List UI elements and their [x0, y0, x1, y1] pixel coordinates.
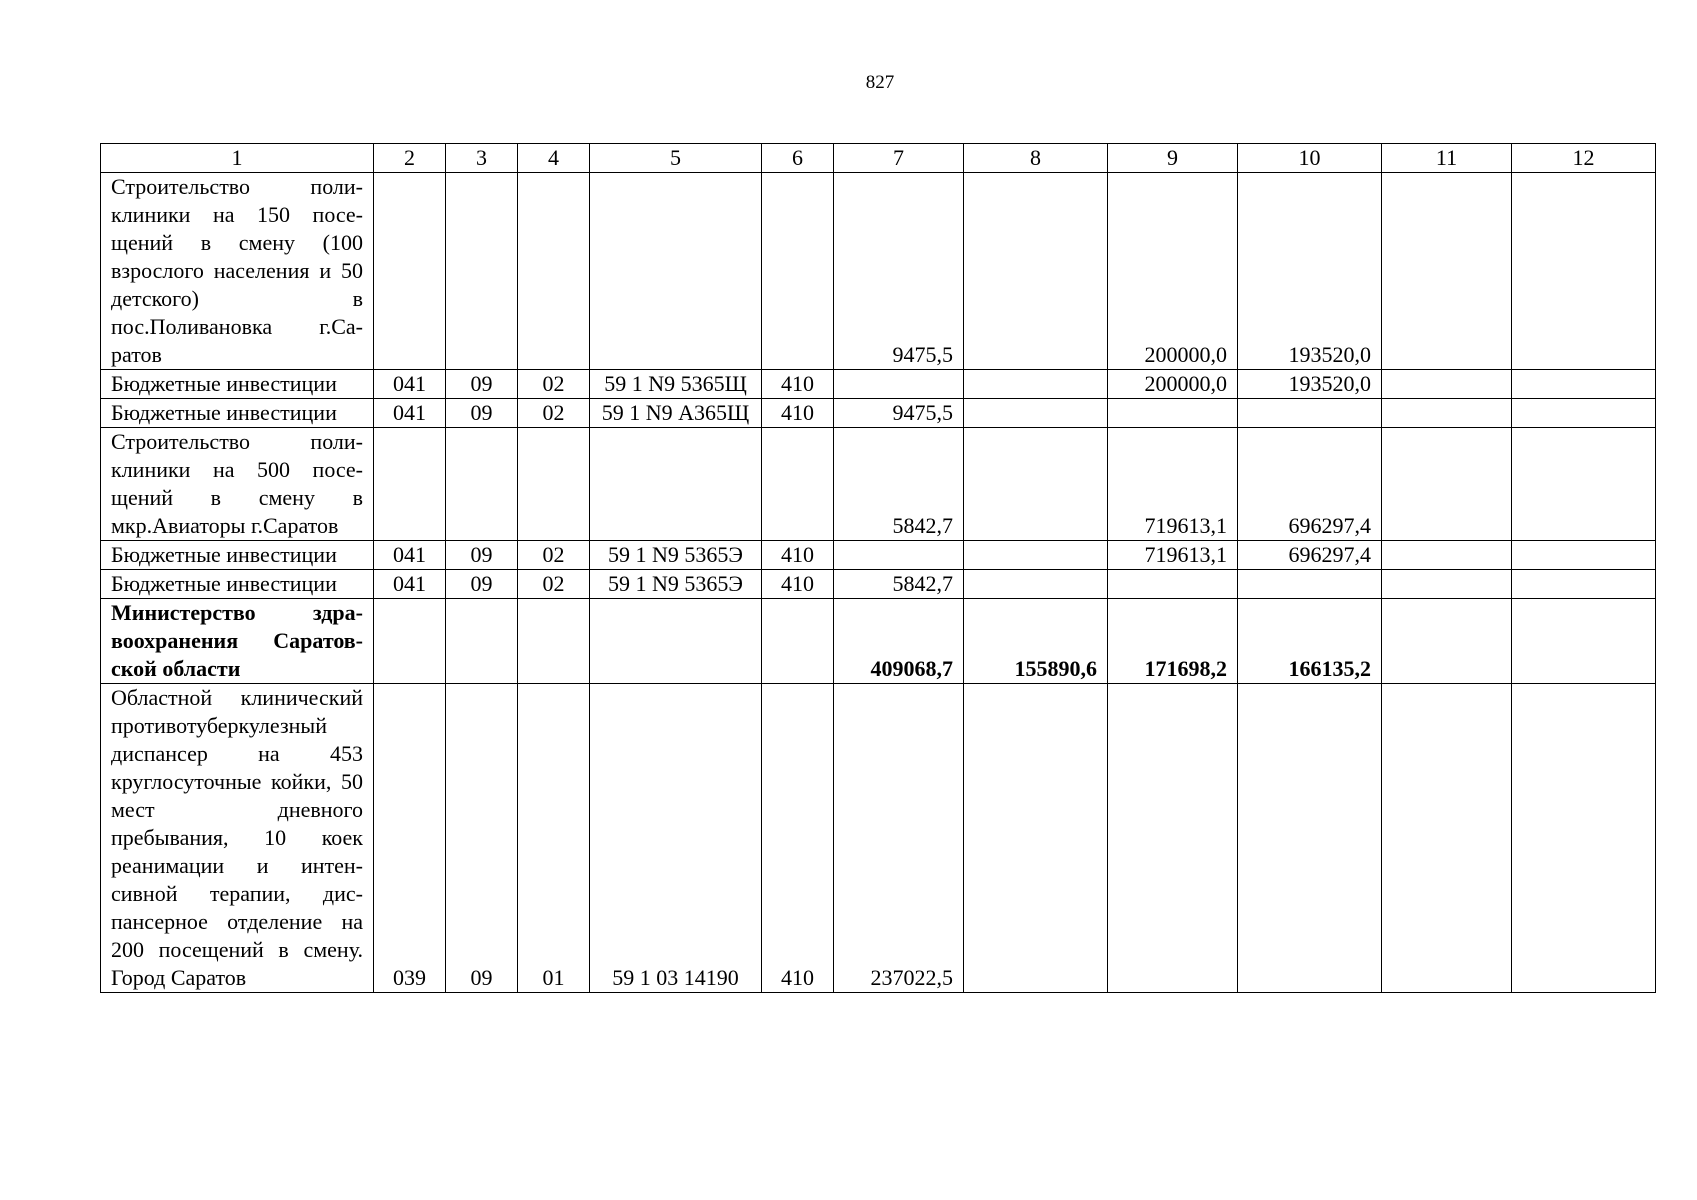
- investment-row: [101, 370, 1656, 399]
- cell-col-12: [1512, 428, 1656, 541]
- cell-col-11: [1382, 173, 1512, 370]
- cell-col-11: [1382, 684, 1512, 993]
- row-name: Строительство поликлиники на 150 посещений в смену (100 взрослого населения и 50 детского) в пос.Поливановка г.Саратов: [101, 173, 374, 370]
- row-name: Бюджетные инвестиции: [101, 570, 374, 599]
- cell-col-10: 696297,4: [1238, 428, 1382, 541]
- cell-col-6: [762, 599, 834, 684]
- cell-col-7: 9475,5: [834, 399, 964, 428]
- cell-col-9: [1108, 399, 1238, 428]
- cell-col-12: [1512, 684, 1656, 993]
- cell-col-5: [590, 428, 762, 541]
- cell-col-2: 041: [374, 399, 446, 428]
- cell-col-12: [1512, 370, 1656, 399]
- cell-col-8: [964, 684, 1108, 993]
- budget-table: [100, 143, 1656, 993]
- cell-col-8: [964, 428, 1108, 541]
- cell-col-4: [518, 173, 590, 370]
- column-header: 5: [590, 144, 762, 173]
- cell-col-9: 200000,0: [1108, 173, 1238, 370]
- cell-col-3: 09: [446, 684, 518, 993]
- row-name: Министерство здравоохранения Саратовской области: [101, 599, 374, 684]
- cell-col-8: 155890,6: [964, 599, 1108, 684]
- cell-col-7: [834, 541, 964, 570]
- cell-col-10: [1238, 570, 1382, 599]
- cell-col-3: [446, 599, 518, 684]
- cell-col-12: [1512, 541, 1656, 570]
- cell-col-4: 02: [518, 541, 590, 570]
- cell-col-6: [762, 173, 834, 370]
- cell-col-11: [1382, 570, 1512, 599]
- cell-col-5: 59 1 N9 5365Щ: [590, 370, 762, 399]
- column-header: 11: [1382, 144, 1512, 173]
- cell-col-8: [964, 541, 1108, 570]
- cell-col-10: [1238, 684, 1382, 993]
- column-header: 3: [446, 144, 518, 173]
- cell-col-2: 041: [374, 570, 446, 599]
- row-name: Бюджетные инвестиции: [101, 399, 374, 428]
- cell-col-2: 041: [374, 370, 446, 399]
- column-header: 8: [964, 144, 1108, 173]
- investment-row: [101, 541, 1656, 570]
- investment-row: [101, 570, 1656, 599]
- item-row: [101, 684, 1656, 993]
- cell-col-5: [590, 173, 762, 370]
- cell-col-10: 696297,4: [1238, 541, 1382, 570]
- cell-col-9: [1108, 570, 1238, 599]
- cell-col-5: 59 1 N9 5365Э: [590, 570, 762, 599]
- cell-col-6: 410: [762, 399, 834, 428]
- cell-col-11: [1382, 541, 1512, 570]
- header-row: [101, 144, 1656, 173]
- cell-col-10: [1238, 399, 1382, 428]
- column-header: 6: [762, 144, 834, 173]
- cell-col-9: 719613,1: [1108, 428, 1238, 541]
- cell-col-6: 410: [762, 684, 834, 993]
- cell-col-10: 193520,0: [1238, 370, 1382, 399]
- cell-col-9: 719613,1: [1108, 541, 1238, 570]
- total-row: [101, 599, 1656, 684]
- page-number: 827: [865, 72, 895, 93]
- row-name: Строительство поликлиники на 500 посещений в смену в мкр.Авиаторы г.Саратов: [101, 428, 374, 541]
- cell-col-5: 59 1 03 14190: [590, 684, 762, 993]
- row-name: Областной клинический противотуберкулезный диспансер на 453 круглосуточные койки, 50 мест дневного пребывания, 10 коек реанимации и интенсивной терапии, диспансерное отделение на 200 посещений в смену. Город Саратов: [101, 684, 374, 993]
- cell-col-12: [1512, 599, 1656, 684]
- cell-col-4: [518, 599, 590, 684]
- cell-col-2: [374, 428, 446, 541]
- column-header: 12: [1512, 144, 1656, 173]
- cell-col-6: [762, 428, 834, 541]
- cell-col-12: [1512, 399, 1656, 428]
- cell-col-12: [1512, 570, 1656, 599]
- cell-col-10: 166135,2: [1238, 599, 1382, 684]
- cell-col-9: 200000,0: [1108, 370, 1238, 399]
- cell-col-7: [834, 370, 964, 399]
- cell-col-6: 410: [762, 541, 834, 570]
- cell-col-3: 09: [446, 370, 518, 399]
- cell-col-4: 02: [518, 570, 590, 599]
- column-header: 4: [518, 144, 590, 173]
- cell-col-4: [518, 428, 590, 541]
- cell-col-7: 5842,7: [834, 570, 964, 599]
- cell-col-3: [446, 173, 518, 370]
- cell-col-3: 09: [446, 541, 518, 570]
- cell-col-8: [964, 399, 1108, 428]
- row-name: Бюджетные инвестиции: [101, 541, 374, 570]
- cell-col-5: 59 1 N9 5365Э: [590, 541, 762, 570]
- cell-col-4: 02: [518, 399, 590, 428]
- cell-col-7: 9475,5: [834, 173, 964, 370]
- item-row: [101, 173, 1656, 370]
- cell-col-10: 193520,0: [1238, 173, 1382, 370]
- cell-col-11: [1382, 428, 1512, 541]
- column-header: 1: [101, 144, 374, 173]
- cell-col-9: 171698,2: [1108, 599, 1238, 684]
- cell-col-7: 409068,7: [834, 599, 964, 684]
- column-header: 7: [834, 144, 964, 173]
- cell-col-7: 5842,7: [834, 428, 964, 541]
- item-row: [101, 428, 1656, 541]
- cell-col-3: 09: [446, 570, 518, 599]
- cell-col-2: 039: [374, 684, 446, 993]
- cell-col-6: 410: [762, 570, 834, 599]
- cell-col-2: [374, 599, 446, 684]
- cell-col-11: [1382, 599, 1512, 684]
- cell-col-5: 59 1 N9 А365Щ: [590, 399, 762, 428]
- row-name: Бюджетные инвестиции: [101, 370, 374, 399]
- cell-col-3: 09: [446, 399, 518, 428]
- cell-col-12: [1512, 173, 1656, 370]
- cell-col-8: [964, 173, 1108, 370]
- column-header: 2: [374, 144, 446, 173]
- cell-col-9: [1108, 684, 1238, 993]
- cell-col-4: 02: [518, 370, 590, 399]
- cell-col-7: 237022,5: [834, 684, 964, 993]
- cell-col-2: 041: [374, 541, 446, 570]
- cell-col-6: 410: [762, 370, 834, 399]
- investment-row: [101, 399, 1656, 428]
- column-header: 10: [1238, 144, 1382, 173]
- cell-col-8: [964, 570, 1108, 599]
- cell-col-5: [590, 599, 762, 684]
- cell-col-8: [964, 370, 1108, 399]
- column-header: 9: [1108, 144, 1238, 173]
- cell-col-11: [1382, 399, 1512, 428]
- cell-col-11: [1382, 370, 1512, 399]
- cell-col-2: [374, 173, 446, 370]
- cell-col-4: 01: [518, 684, 590, 993]
- cell-col-3: [446, 428, 518, 541]
